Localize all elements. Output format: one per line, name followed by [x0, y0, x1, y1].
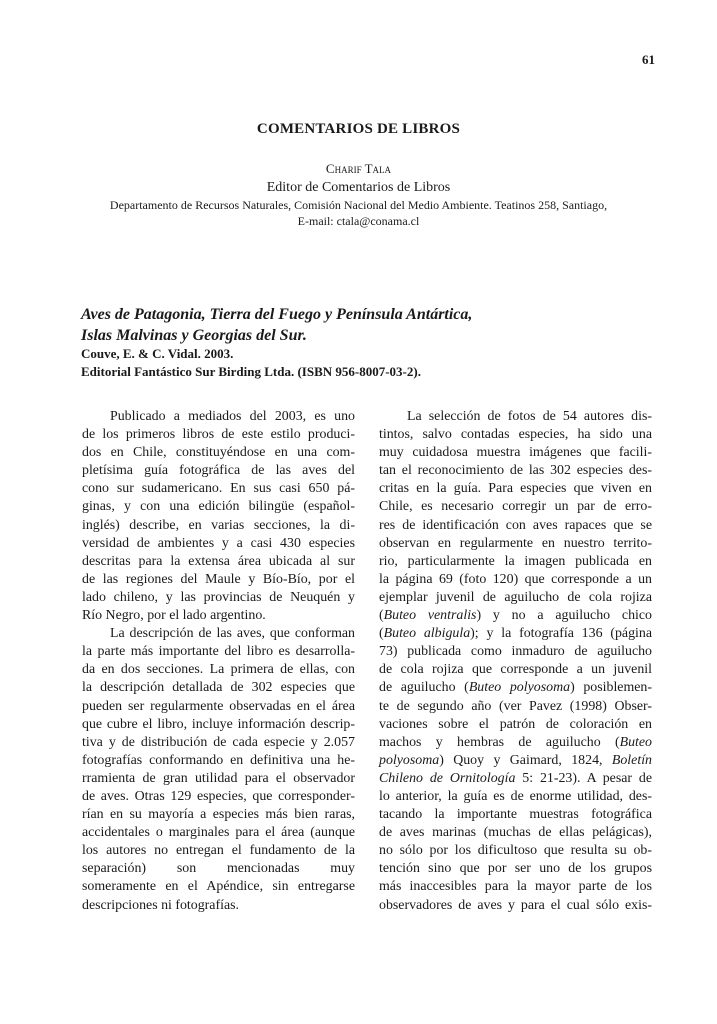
text-run: de aguilucho (	[379, 680, 469, 696]
text-line: 73) publicada como inmaduro de aguilucho	[379, 644, 652, 660]
species-name: Buteo polyosoma	[468, 680, 571, 696]
journal-name: Chileno de Ornitología	[379, 770, 516, 786]
text-line: más inaccesibles para la mayor parte de los	[379, 879, 652, 895]
text-line	[379, 752, 652, 770]
species-name: Buteo	[619, 734, 652, 750]
text-run: ) Quoy y Gaimard, 1824,	[439, 752, 612, 768]
text-line: Río Negro, por el lado argentino.	[82, 608, 266, 624]
text-line: accidentales o marginales para el área (aunque	[82, 825, 355, 841]
book-publisher: Editorial Fantástico Sur Birding Ltda. (ISBN 956-8007-03-2).	[81, 364, 421, 379]
text-line: no sólo por los dificultoso que resulta su ob-	[379, 843, 652, 859]
text-line	[379, 734, 652, 752]
text-run: ); y la fotografía 136 (página	[470, 626, 652, 642]
text-line: Chile, es necesario corregir un par de erro-	[379, 499, 652, 515]
text-run: machos y hembras de aguilucho (	[379, 734, 620, 750]
text-line: que cubre el libro, incluye información descrip-	[82, 716, 355, 732]
editor-affiliation: Departamento de Recursos Naturales, Comisión Nacional del Medio Ambiente. Teatinos 258, Santiago,	[109, 198, 608, 212]
text-run: ) y no a aguilucho chico	[476, 608, 652, 624]
text-run: (	[379, 626, 384, 642]
text-line: tiva y de distribución de cada especie y 2.057	[82, 734, 355, 750]
text-line: pueden ser regularmente observadas en el área	[82, 698, 355, 714]
text-line: tan el reconocimiento de las 302 especies des-	[379, 463, 652, 479]
text-line: de las regiones del Maule y Bío-Bío, por el	[82, 571, 355, 587]
text-line: rio, particularmente la imagen publicada en	[379, 553, 652, 569]
page-number: 61	[642, 52, 655, 67]
book-title-line: Aves de Patagonia, Tierra del Fuego y Península Antártica,	[81, 306, 473, 323]
text-line: observadores de aves y para el cual sólo exis-	[379, 897, 652, 913]
text-line: fotografías conformando en definitiva una he-	[82, 752, 355, 768]
book-title	[81, 304, 641, 346]
text-line: ejemplar juvenil de aguilucho de cola rojiza	[379, 589, 652, 605]
text-line	[379, 607, 652, 625]
text-line: pletísima guía fotográfica de las aves del	[82, 463, 355, 479]
body-column-left	[82, 408, 355, 915]
body-column-right	[379, 408, 652, 915]
text-line: descritas para la extensa área ubicada al sur	[82, 553, 355, 569]
text-line: te de segundo año (ver Pavez (1998) Obser-	[379, 698, 652, 714]
editor-email: E-mail: ctala@conama.cl	[297, 214, 420, 228]
text-line: muy cuidadosa muestra imágenes que facili-	[379, 445, 652, 461]
text-line	[379, 625, 652, 643]
book-title-line: Islas Malvinas y Georgias del Sur.	[81, 327, 307, 344]
text-line: inglés) describe, en varias secciones, la di-	[82, 517, 355, 533]
text-line: tención sino que por ser uno de los grupos	[379, 861, 652, 877]
text-line: lado chileno, y las provincias de Neuquén y	[82, 589, 355, 605]
text-line	[379, 770, 652, 788]
text-run: 5: 21-23). A pesar de	[515, 770, 652, 786]
text-line	[379, 679, 652, 697]
text-line: separación) son mencionadas muy	[82, 861, 355, 877]
text-line: La selección de fotos de 54 autores dis-	[407, 409, 652, 424]
text-run: ) posiblemen-	[570, 680, 653, 696]
text-line: Publicado a mediados del 2003, es uno	[110, 409, 355, 424]
text-line: de cola rojiza que corresponde a un juvenil	[379, 662, 652, 678]
text-line: descripciones ni fotografías.	[82, 897, 239, 913]
text-line: tintos, salvo contadas especies, ha sido una	[379, 427, 652, 443]
journal-name: Boletín	[611, 752, 652, 768]
text-line: tacando la importante muestras fotográfica	[379, 807, 652, 823]
text-line: los autores no entregan el fundamento de la	[82, 843, 355, 859]
text-line: observan en regularmente en nuestro territo-	[379, 535, 652, 551]
species-name: polyosoma	[379, 752, 440, 768]
text-line: critas en la guía. Para especies que viven en	[379, 481, 652, 497]
editor-name: Charif Tala	[325, 161, 392, 176]
text-line: La descripción de las aves, que conforman	[110, 626, 355, 642]
text-line: da en dos secciones. La primera de ellas, con	[82, 662, 355, 678]
text-line: lo anterior, la guía es de enorme utilidad, des-	[379, 788, 652, 804]
text-line: de aves marinas (muchas de ellas pelágicas),	[379, 825, 652, 841]
species-name: Buteo ventralis	[383, 608, 477, 624]
text-run: (	[379, 608, 384, 624]
text-line: rramienta de gran utilidad para el observador	[82, 770, 355, 786]
text-line: dos en Chile, constituyéndose en una com-	[82, 445, 355, 461]
book-authors: Couve, E. & C. Vidal. 2003.	[81, 346, 234, 361]
text-line: de aves. Otras 129 especies, que corresponder-	[82, 788, 355, 804]
text-line: vaciones sobre el patrón de coloración en	[379, 716, 652, 732]
text-line: rían en su mayoría a especies más bien raras,	[82, 807, 355, 823]
text-line: la parte más importante del libro es desarrolla-	[82, 644, 355, 660]
text-line: versidad de ambientes y a casi 430 especies	[82, 535, 355, 551]
text-line: someramente en el Apéndice, sin entregarse	[82, 879, 355, 895]
text-line: cono sur sudamericano. En sus casi 650 pá-	[82, 481, 355, 497]
editor-role: Editor de Comentarios de Libros	[266, 180, 451, 195]
text-line: la página 69 (foto 120) que corresponde a un	[379, 571, 652, 587]
text-line: ginas, y con una edición bilingüe (español-	[82, 499, 355, 515]
section-title: COMENTARIOS DE LIBROS	[256, 121, 461, 137]
species-name: Buteo albigula	[383, 626, 471, 642]
text-line: la descripción detallada de 302 especies que	[82, 680, 355, 696]
text-line: de los primeros libros de este estilo produci-	[82, 427, 355, 443]
text-line: res de identificación con aves rapaces que se	[379, 517, 652, 533]
